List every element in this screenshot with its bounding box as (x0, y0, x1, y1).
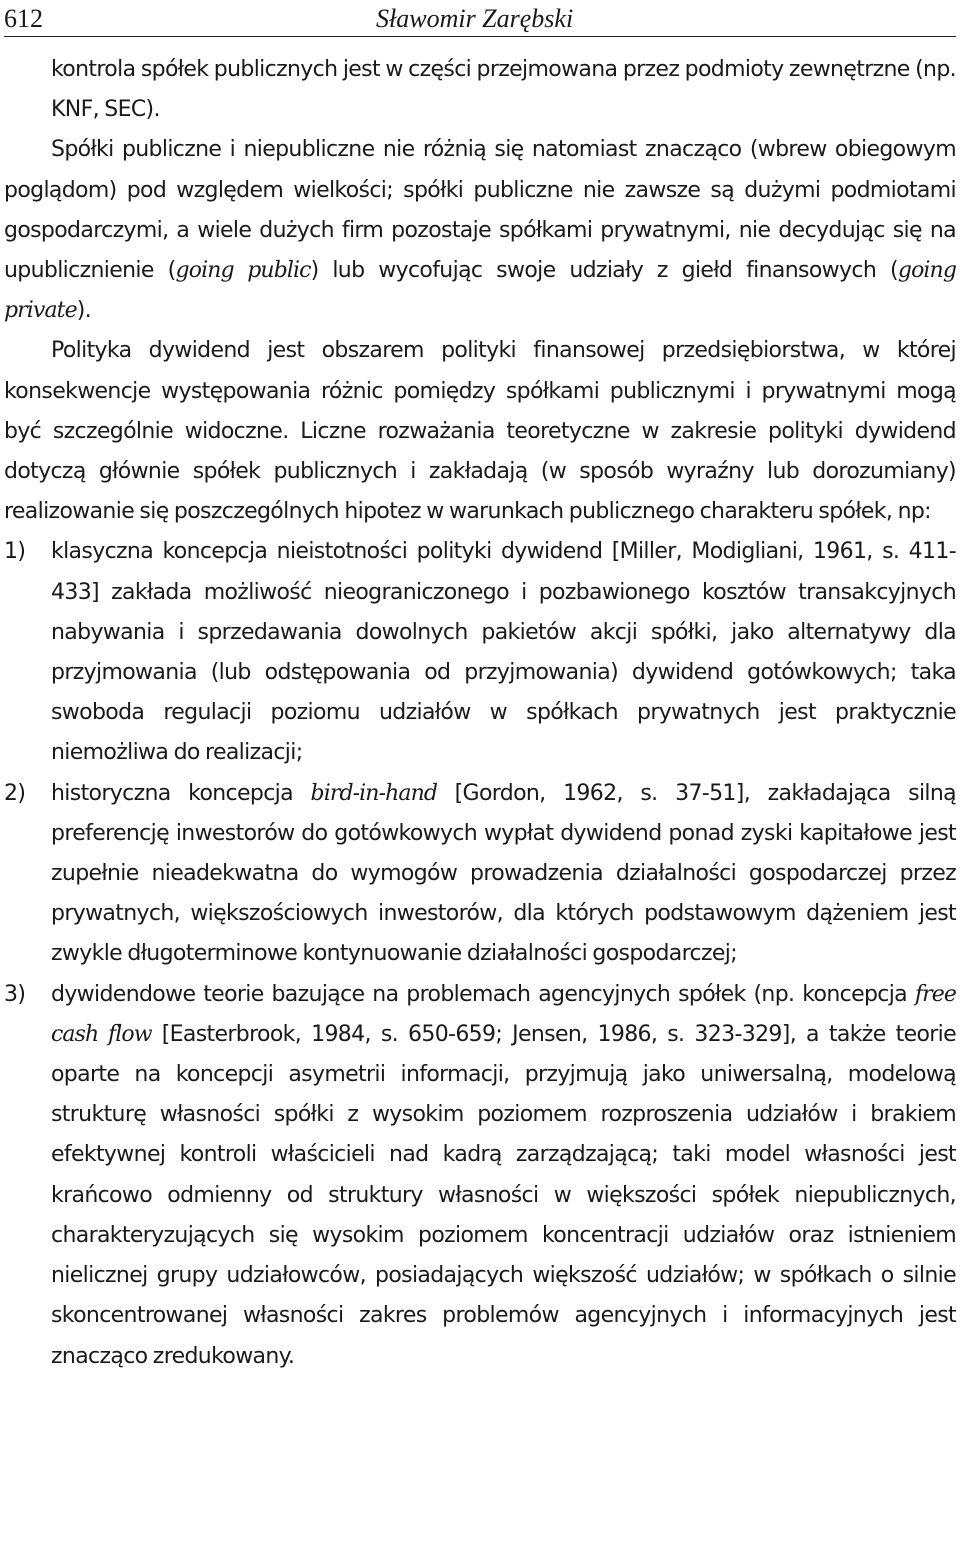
running-header-author: Sławomir Zarębski (376, 4, 574, 33)
list-item-number: 3) (4, 981, 26, 1007)
paragraph-text: ). (76, 298, 92, 324)
italic-term-bird-in-hand: bird-in-hand (310, 780, 438, 806)
paragraph-continuation: kontrola spółek publicznych jest w części przejmowana przez podmioty zewnętrzne (np. KNF, SEC). (51, 57, 956, 123)
list-item-text: [Gordon, 1962, s. 37-51], zakładająca silną preferencję inwestorów do gotówkowych wypłat dywidend ponad zyski kapitałowe jest zupełnie nieadekwatna do wymogów prowadzenia działalności gospodarczej przez prywatnych, większościowych inwestorów, dla których podstawowym dążeniem jest zwykle długoterminowe kontynuowanie działalności gospodarczej; (51, 780, 956, 967)
paragraph-text: ) lub wycofując swoje udziały z giełd finansowych ( (310, 258, 898, 284)
page-number: 612 (4, 4, 43, 33)
list-item-text: historyczna koncepcja (51, 780, 311, 806)
list-item (4, 975, 956, 1377)
list-item (4, 532, 956, 773)
list-item (4, 774, 956, 975)
paragraph-text: Spółki publiczne i niepubliczne nie różnią się natomiast znacząco (wbrew obiegowym poglądom) pod względem wielkości; spółki publiczne nie zawsze są dużymi podmiotami gospodarczymi, a wiele dużych firm pozostaje spółkami prywatnymi, nie decydując się na upublicznienie ( (4, 137, 956, 284)
italic-term-going-public: going public (175, 258, 311, 284)
paragraph-dividend-policy: Polityka dywidend jest obszarem polityki finansowej przedsiębiorstwa, w której konsekwencje występowania różnic pomiędzy spółkami publicznymi i prywatnymi mogą być szczególnie widoczne. Liczne rozważania teoretyczne w zakresie polityki dywidend dotyczą głównie spółek publicznych i zakładają (w sposób wyraźny lub dorozumiany) realizowanie się poszczególnych hipotez w warunkach publicznego charakteru spółek, np: (4, 338, 956, 525)
body-text (4, 50, 956, 1377)
italic-term-going-private: going private (4, 258, 957, 324)
italic-term-free-cash-flow: free cash flow (51, 981, 956, 1047)
list-item-number: 2) (4, 780, 26, 806)
list-item-text: [Easterbrook, 1984, s. 650-659; Jensen, 1986, s. 323-329], a także teorie oparte na koncepcji asymetrii informacji, przyjmują jako uniwersalną, modelową strukturę własności spółki z wysokim poziomem rozproszenia udziałów i brakiem efektywnej kontroli właścicieli nad kadrą zarządzającą; taki model własności jest krańcowo odmienny od struktury własności w większości spółek niepublicznych, charakteryzujących się wysokim poziomem koncentracji udziałów oraz istnieniem nielicznej grupy udziałowców, posiadających większość udziałów; w spółkach o silnie skoncentrowanej własności zakres problemów agencyjnych i informacyjnych jest znacząco zredukowany. (51, 1021, 957, 1369)
list-item-text: klasyczna koncepcja nieistotności polityki dywidend [Miller, Modigliani, 1961, s. 411-433] zakłada możliwość nieograniczonego i pozbawionego kosztów transakcyjnych nabywania i sprzedawania dowolnych pakietów akcji spółki, jako alternatywy dla przyjmowania (lub odstępowania od przyjmowania) dywidend gotówkowych; taka swoboda regulacji poziomu udziałów w spółkach prywatnych jest praktycznie niemożliwa do realizacji; (51, 539, 956, 766)
list-item-number: 1) (4, 539, 26, 565)
numbered-list (4, 532, 956, 1376)
paragraph-public-vs-private (4, 130, 956, 331)
running-header (4, 2, 956, 37)
list-item-text: dywidendowe teorie bazujące na problemach agencyjnych spółek (np. koncepcja (51, 981, 915, 1007)
